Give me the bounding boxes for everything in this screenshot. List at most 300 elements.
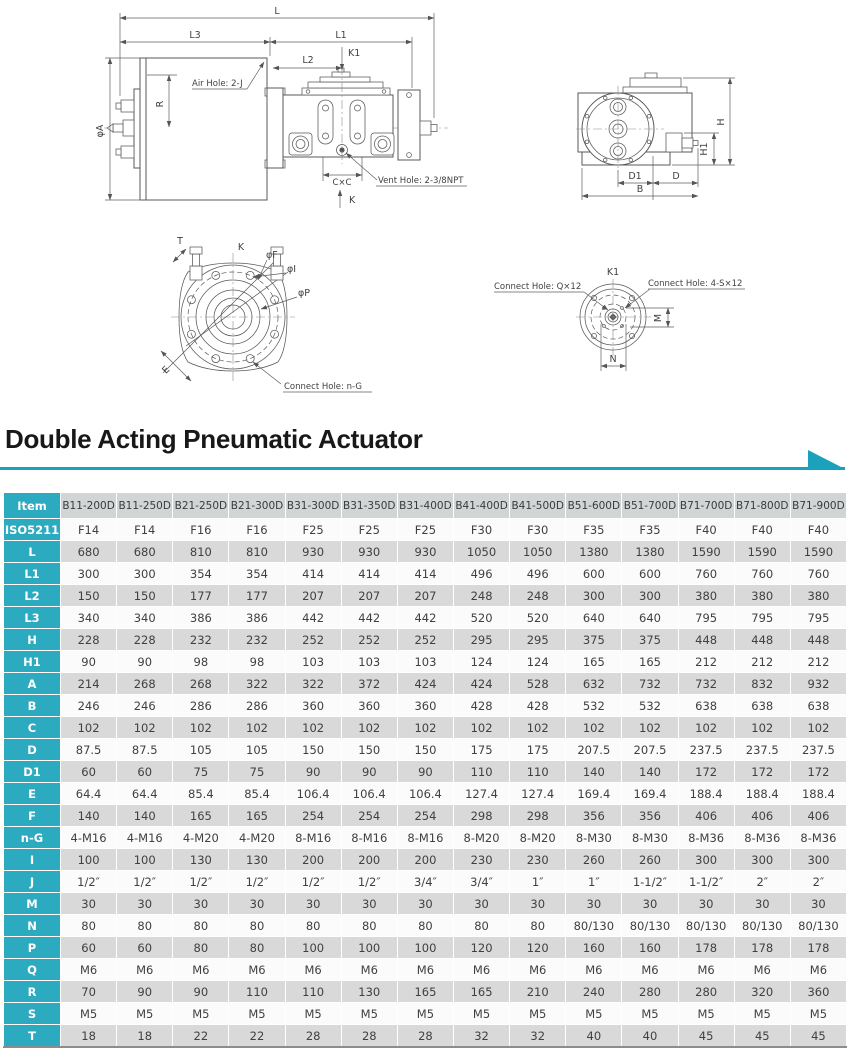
spec-cell: 354 <box>173 563 229 585</box>
table-row <box>4 651 847 673</box>
spec-cell: 175 <box>510 739 566 761</box>
spec-cell: 1/2″ <box>229 871 285 893</box>
spec-cell: 322 <box>229 673 285 695</box>
spec-cell: 254 <box>341 805 397 827</box>
spec-cell: 4-M16 <box>117 827 173 849</box>
spec-cell: 1/2″ <box>173 871 229 893</box>
table-row <box>4 585 847 607</box>
spec-cell: 30 <box>61 893 117 915</box>
table-row <box>4 783 847 805</box>
spec-cell: 22 <box>173 1025 229 1048</box>
spec-cell: 406 <box>678 805 734 827</box>
row-label: n-G <box>4 827 61 849</box>
spec-cell: 4-M20 <box>229 827 285 849</box>
spec-cell: 300 <box>678 849 734 871</box>
row-label: I <box>4 849 61 871</box>
spec-cell: 386 <box>229 607 285 629</box>
spec-cell: 30 <box>341 893 397 915</box>
spec-cell: 252 <box>285 629 341 651</box>
row-label: N <box>4 915 61 937</box>
column-header-model: B11-200D <box>61 493 117 519</box>
spec-cell: 200 <box>285 849 341 871</box>
corner-header-item: Item <box>4 493 61 519</box>
spec-cell: 80 <box>341 915 397 937</box>
spec-cell: F40 <box>790 519 846 541</box>
spec-cell: 207.5 <box>566 739 622 761</box>
spec-cell: M6 <box>117 959 173 981</box>
spec-cell: 340 <box>61 607 117 629</box>
spec-cell: 178 <box>678 937 734 959</box>
spec-cell: 85.4 <box>229 783 285 805</box>
spec-cell: 300 <box>117 563 173 585</box>
dim-label-L: L <box>274 6 280 17</box>
spec-cell: 150 <box>397 739 453 761</box>
spec-cell: 28 <box>285 1025 341 1048</box>
row-label: ISO5211 <box>4 519 61 541</box>
spec-cell: 102 <box>453 717 509 739</box>
spec-cell: 8-M20 <box>510 827 566 849</box>
spec-cell: 45 <box>678 1025 734 1048</box>
spec-cell: 80/130 <box>566 915 622 937</box>
spec-cell: F35 <box>622 519 678 541</box>
spec-cell: 80 <box>285 915 341 937</box>
technical-drawings <box>0 0 850 420</box>
spec-cell: F25 <box>285 519 341 541</box>
spec-cell: 102 <box>285 717 341 739</box>
spec-cell: M5 <box>790 1003 846 1025</box>
spec-cell: 110 <box>285 981 341 1003</box>
spec-cell: 298 <box>510 805 566 827</box>
dim-label-R: R <box>155 100 166 108</box>
spec-cell: 8-M36 <box>790 827 846 849</box>
spec-cell: 75 <box>229 761 285 783</box>
row-label: H1 <box>4 651 61 673</box>
spec-cell: 640 <box>566 607 622 629</box>
spec-cell: 90 <box>285 761 341 783</box>
dim-label-L3: L3 <box>189 30 201 41</box>
row-label: E <box>4 783 61 805</box>
spec-cell: 102 <box>790 717 846 739</box>
spec-cell: 1380 <box>622 541 678 563</box>
spec-cell: 120 <box>510 937 566 959</box>
spec-cell: 295 <box>510 629 566 651</box>
spec-cell: F25 <box>397 519 453 541</box>
row-label: B <box>4 695 61 717</box>
spec-cell: 8-M16 <box>341 827 397 849</box>
spec-cell: 80 <box>229 937 285 959</box>
dim-label-L1: L1 <box>335 30 347 41</box>
table-row <box>4 827 847 849</box>
spec-cell: 100 <box>285 937 341 959</box>
spec-cell: 795 <box>678 607 734 629</box>
table-row <box>4 959 847 981</box>
spec-cell: 178 <box>734 937 790 959</box>
spec-cell: 212 <box>790 651 846 673</box>
spec-cell: 102 <box>397 717 453 739</box>
spec-cell: M5 <box>285 1003 341 1025</box>
spec-cell: 90 <box>117 651 173 673</box>
spec-cell: 165 <box>622 651 678 673</box>
dim-label-T: T <box>177 236 183 247</box>
spec-cell: 3/4″ <box>453 871 509 893</box>
table-row <box>4 937 847 959</box>
dim-label-K-flange: K <box>237 242 245 253</box>
spec-cell: 80 <box>229 915 285 937</box>
dim-label-N: N <box>609 354 617 365</box>
spec-cell: 414 <box>341 563 397 585</box>
spec-cell: 212 <box>734 651 790 673</box>
spec-cell: 64.4 <box>117 783 173 805</box>
table-row <box>4 1003 847 1025</box>
spec-cell: 80/130 <box>622 915 678 937</box>
dim-label-M: M <box>653 313 664 323</box>
spec-cell: F30 <box>510 519 566 541</box>
spec-cell: 102 <box>61 717 117 739</box>
spec-cell: 90 <box>173 981 229 1003</box>
spec-cell: 80/130 <box>734 915 790 937</box>
spec-cell: M6 <box>678 959 734 981</box>
spec-cell: 496 <box>510 563 566 585</box>
spec-cell: M6 <box>341 959 397 981</box>
spec-cell: 169.4 <box>566 783 622 805</box>
spec-cell: 680 <box>117 541 173 563</box>
spec-cell: 100 <box>61 849 117 871</box>
spec-cell: 1-1/2″ <box>622 871 678 893</box>
spec-cell: 442 <box>285 607 341 629</box>
spec-cell: 210 <box>510 981 566 1003</box>
spec-cell: M5 <box>117 1003 173 1025</box>
spec-cell: 103 <box>285 651 341 673</box>
spec-cell: 140 <box>117 805 173 827</box>
spec-cell: M5 <box>61 1003 117 1025</box>
end-view-drawing <box>576 73 735 200</box>
dim-label-B: B <box>636 184 644 195</box>
spec-cell: 930 <box>397 541 453 563</box>
spec-cell: 130 <box>341 981 397 1003</box>
spec-cell: 254 <box>397 805 453 827</box>
spec-cell: 30 <box>229 893 285 915</box>
spec-cell: 150 <box>117 585 173 607</box>
spec-cell: 380 <box>678 585 734 607</box>
spec-cell: 930 <box>341 541 397 563</box>
spec-cell: 8-M16 <box>285 827 341 849</box>
spec-cell: 232 <box>229 629 285 651</box>
spec-cell: 70 <box>61 981 117 1003</box>
spec-cell: M5 <box>734 1003 790 1025</box>
column-header-model: B21-250D <box>173 493 229 519</box>
spec-cell: 360 <box>341 695 397 717</box>
spec-cell: 22 <box>229 1025 285 1048</box>
spec-cell: M6 <box>566 959 622 981</box>
dim-label-H: H <box>716 118 727 126</box>
column-header-model: B51-600D <box>566 493 622 519</box>
vent-hole-label: Vent Hole: 2-3/8NPT <box>378 176 464 186</box>
spec-cell: F35 <box>566 519 622 541</box>
spec-cell: 80 <box>61 915 117 937</box>
dim-label-phiI: φI <box>287 264 297 275</box>
spec-cell: 100 <box>117 849 173 871</box>
spec-cell: M5 <box>229 1003 285 1025</box>
row-label: D <box>4 739 61 761</box>
shaft-view-drawing <box>494 267 745 371</box>
spec-cell: 237.5 <box>734 739 790 761</box>
spec-cell: 30 <box>117 893 173 915</box>
spec-cell: F16 <box>173 519 229 541</box>
spec-cell: 300 <box>790 849 846 871</box>
spec-cell: 532 <box>566 695 622 717</box>
spec-cell: M5 <box>397 1003 453 1025</box>
spec-cell: 30 <box>566 893 622 915</box>
spec-cell: 30 <box>510 893 566 915</box>
spec-cell: 286 <box>229 695 285 717</box>
column-header-model: B71-800D <box>734 493 790 519</box>
spec-cell: 448 <box>678 629 734 651</box>
spec-cell: 32 <box>453 1025 509 1048</box>
spec-cell: 356 <box>622 805 678 827</box>
spec-cell: 360 <box>790 981 846 1003</box>
spec-cell: 45 <box>734 1025 790 1048</box>
table-header-row <box>4 493 847 519</box>
column-header-model: B31-300D <box>285 493 341 519</box>
table-row <box>4 893 847 915</box>
spec-cell: 102 <box>173 717 229 739</box>
row-label: L2 <box>4 585 61 607</box>
spec-cell: 1/2″ <box>61 871 117 893</box>
spec-cell: 732 <box>678 673 734 695</box>
spec-cell: 165 <box>453 981 509 1003</box>
spec-cell: 102 <box>566 717 622 739</box>
row-label: H <box>4 629 61 651</box>
table-row <box>4 849 847 871</box>
spec-cell: 28 <box>341 1025 397 1048</box>
table-row <box>4 981 847 1003</box>
spec-cell: 160 <box>622 937 678 959</box>
spec-cell: 110 <box>453 761 509 783</box>
spec-cell: 1/2″ <box>117 871 173 893</box>
spec-cell: 87.5 <box>61 739 117 761</box>
spec-cell: 188.4 <box>790 783 846 805</box>
spec-cell: 230 <box>453 849 509 871</box>
spec-cell: 932 <box>790 673 846 695</box>
spec-cell: 810 <box>173 541 229 563</box>
spec-cell: 1590 <box>734 541 790 563</box>
spec-cell: 300 <box>622 585 678 607</box>
connect-hole-Q-label: Connect Hole: Q×12 <box>494 282 582 292</box>
spec-cell: 254 <box>285 805 341 827</box>
spec-cell: 212 <box>678 651 734 673</box>
spec-cell: 638 <box>678 695 734 717</box>
spec-cell: 448 <box>790 629 846 651</box>
spec-cell: 60 <box>117 761 173 783</box>
spec-cell: 1590 <box>790 541 846 563</box>
spec-cell: 1″ <box>510 871 566 893</box>
column-header-model: B51-700D <box>622 493 678 519</box>
side-view-drawing <box>95 6 467 208</box>
spec-cell: 150 <box>61 585 117 607</box>
spec-cell: 98 <box>229 651 285 673</box>
spec-cell: 8-M16 <box>397 827 453 849</box>
row-label: J <box>4 871 61 893</box>
spec-cell: 140 <box>566 761 622 783</box>
spec-cell: 354 <box>229 563 285 585</box>
spec-cell: 248 <box>453 585 509 607</box>
spec-cell: 260 <box>566 849 622 871</box>
spec-cell: 102 <box>341 717 397 739</box>
table-row <box>4 541 847 563</box>
spec-cell: 228 <box>117 629 173 651</box>
spec-cell: 80/130 <box>790 915 846 937</box>
spec-cell: 102 <box>734 717 790 739</box>
table-row <box>4 717 847 739</box>
spec-cell: 80 <box>397 915 453 937</box>
spec-cell: 188.4 <box>678 783 734 805</box>
spec-cell: 150 <box>341 739 397 761</box>
spec-cell: 165 <box>566 651 622 673</box>
column-header-model: B71-700D <box>678 493 734 519</box>
spec-cell: 832 <box>734 673 790 695</box>
spec-cell: 1″ <box>566 871 622 893</box>
table-row <box>4 673 847 695</box>
spec-cell: 1/2″ <box>285 871 341 893</box>
spec-cell: 207 <box>341 585 397 607</box>
spec-cell: 102 <box>622 717 678 739</box>
row-label: D1 <box>4 761 61 783</box>
spec-cell: M6 <box>173 959 229 981</box>
spec-cell: 280 <box>678 981 734 1003</box>
spec-cell: 248 <box>510 585 566 607</box>
spec-cell: 228 <box>61 629 117 651</box>
dim-label-phiA: φA <box>95 124 106 138</box>
column-header-model: B21-300D <box>229 493 285 519</box>
spec-cell: 632 <box>566 673 622 695</box>
air-hole-label: Air Hole: 2-J <box>192 79 243 89</box>
spec-cell: 30 <box>678 893 734 915</box>
dim-label-phiP: φP <box>298 288 310 299</box>
dim-label-L2: L2 <box>302 55 314 66</box>
spec-cell: 406 <box>734 805 790 827</box>
spec-cell: 286 <box>173 695 229 717</box>
spec-cell: 90 <box>397 761 453 783</box>
spec-cell: F16 <box>229 519 285 541</box>
table-row <box>4 1025 847 1048</box>
spec-cell: 124 <box>453 651 509 673</box>
spec-cell: M6 <box>790 959 846 981</box>
spec-cell: 600 <box>622 563 678 585</box>
spec-cell: 60 <box>61 761 117 783</box>
spec-cell: F14 <box>61 519 117 541</box>
row-label: R <box>4 981 61 1003</box>
spec-cell: 127.4 <box>510 783 566 805</box>
spec-cell: 207 <box>285 585 341 607</box>
row-label: S <box>4 1003 61 1025</box>
spec-cell: 105 <box>229 739 285 761</box>
row-label: L <box>4 541 61 563</box>
spec-cell: 177 <box>229 585 285 607</box>
spec-cell: 172 <box>678 761 734 783</box>
spec-cell: 230 <box>510 849 566 871</box>
table-row <box>4 519 847 541</box>
spec-cell: 1/2″ <box>341 871 397 893</box>
spec-cell: 1-1/2″ <box>678 871 734 893</box>
spec-cell: 102 <box>678 717 734 739</box>
spec-cell: M6 <box>510 959 566 981</box>
spec-cell: 640 <box>622 607 678 629</box>
spec-cell: 3/4″ <box>397 871 453 893</box>
spec-cell: 406 <box>790 805 846 827</box>
spec-cell: 372 <box>341 673 397 695</box>
spec-cell: 246 <box>117 695 173 717</box>
spec-cell: 760 <box>790 563 846 585</box>
row-label: C <box>4 717 61 739</box>
spec-cell: M5 <box>341 1003 397 1025</box>
flange-view-drawing <box>160 236 372 392</box>
spec-cell: 380 <box>790 585 846 607</box>
spec-cell: 424 <box>397 673 453 695</box>
title-triangle-accent <box>808 450 845 469</box>
spec-cell: 18 <box>117 1025 173 1048</box>
spec-cell: 356 <box>566 805 622 827</box>
spec-cell: 520 <box>453 607 509 629</box>
spec-cell: 380 <box>734 585 790 607</box>
spec-cell: M5 <box>622 1003 678 1025</box>
spec-cell: 414 <box>285 563 341 585</box>
spec-cell: 298 <box>453 805 509 827</box>
spec-cell: 8-M30 <box>622 827 678 849</box>
page-title: Double Acting Pneumatic Actuator <box>5 424 423 454</box>
spec-cell: 795 <box>734 607 790 629</box>
row-label: F <box>4 805 61 827</box>
spec-cell: 528 <box>510 673 566 695</box>
spec-cell: 175 <box>453 739 509 761</box>
spec-cell: M5 <box>510 1003 566 1025</box>
spec-cell: 18 <box>61 1025 117 1048</box>
spec-cell: 2″ <box>734 871 790 893</box>
spec-cell: 80 <box>117 915 173 937</box>
spec-cell: 64.4 <box>61 783 117 805</box>
column-header-model: B11-250D <box>117 493 173 519</box>
spec-cell: 87.5 <box>117 739 173 761</box>
spec-cell: 760 <box>678 563 734 585</box>
spec-cell: 280 <box>622 981 678 1003</box>
spec-cell: 165 <box>229 805 285 827</box>
spec-cell: 102 <box>229 717 285 739</box>
spec-cell: 442 <box>397 607 453 629</box>
spec-cell: 60 <box>117 937 173 959</box>
spec-cell: 424 <box>453 673 509 695</box>
spec-cell: 177 <box>173 585 229 607</box>
spec-cell: M6 <box>622 959 678 981</box>
spec-cell: 30 <box>397 893 453 915</box>
spec-cell: 360 <box>397 695 453 717</box>
spec-cell: 300 <box>566 585 622 607</box>
spec-cell: 80 <box>510 915 566 937</box>
spec-cell: 260 <box>622 849 678 871</box>
spec-cell: 165 <box>397 981 453 1003</box>
spec-cell: 32 <box>510 1025 566 1048</box>
spec-cell: 1380 <box>566 541 622 563</box>
spec-cell: 600 <box>566 563 622 585</box>
spec-cell: 98 <box>173 651 229 673</box>
spec-cell: 232 <box>173 629 229 651</box>
spec-cell: 300 <box>734 849 790 871</box>
column-header-model: B71-900D <box>790 493 846 519</box>
spec-cell: 75 <box>173 761 229 783</box>
spec-cell: 80 <box>453 915 509 937</box>
spec-cell: 207.5 <box>622 739 678 761</box>
dim-label-D: D <box>672 171 680 182</box>
spec-cell: 1050 <box>510 541 566 563</box>
spec-cell: 165 <box>173 805 229 827</box>
